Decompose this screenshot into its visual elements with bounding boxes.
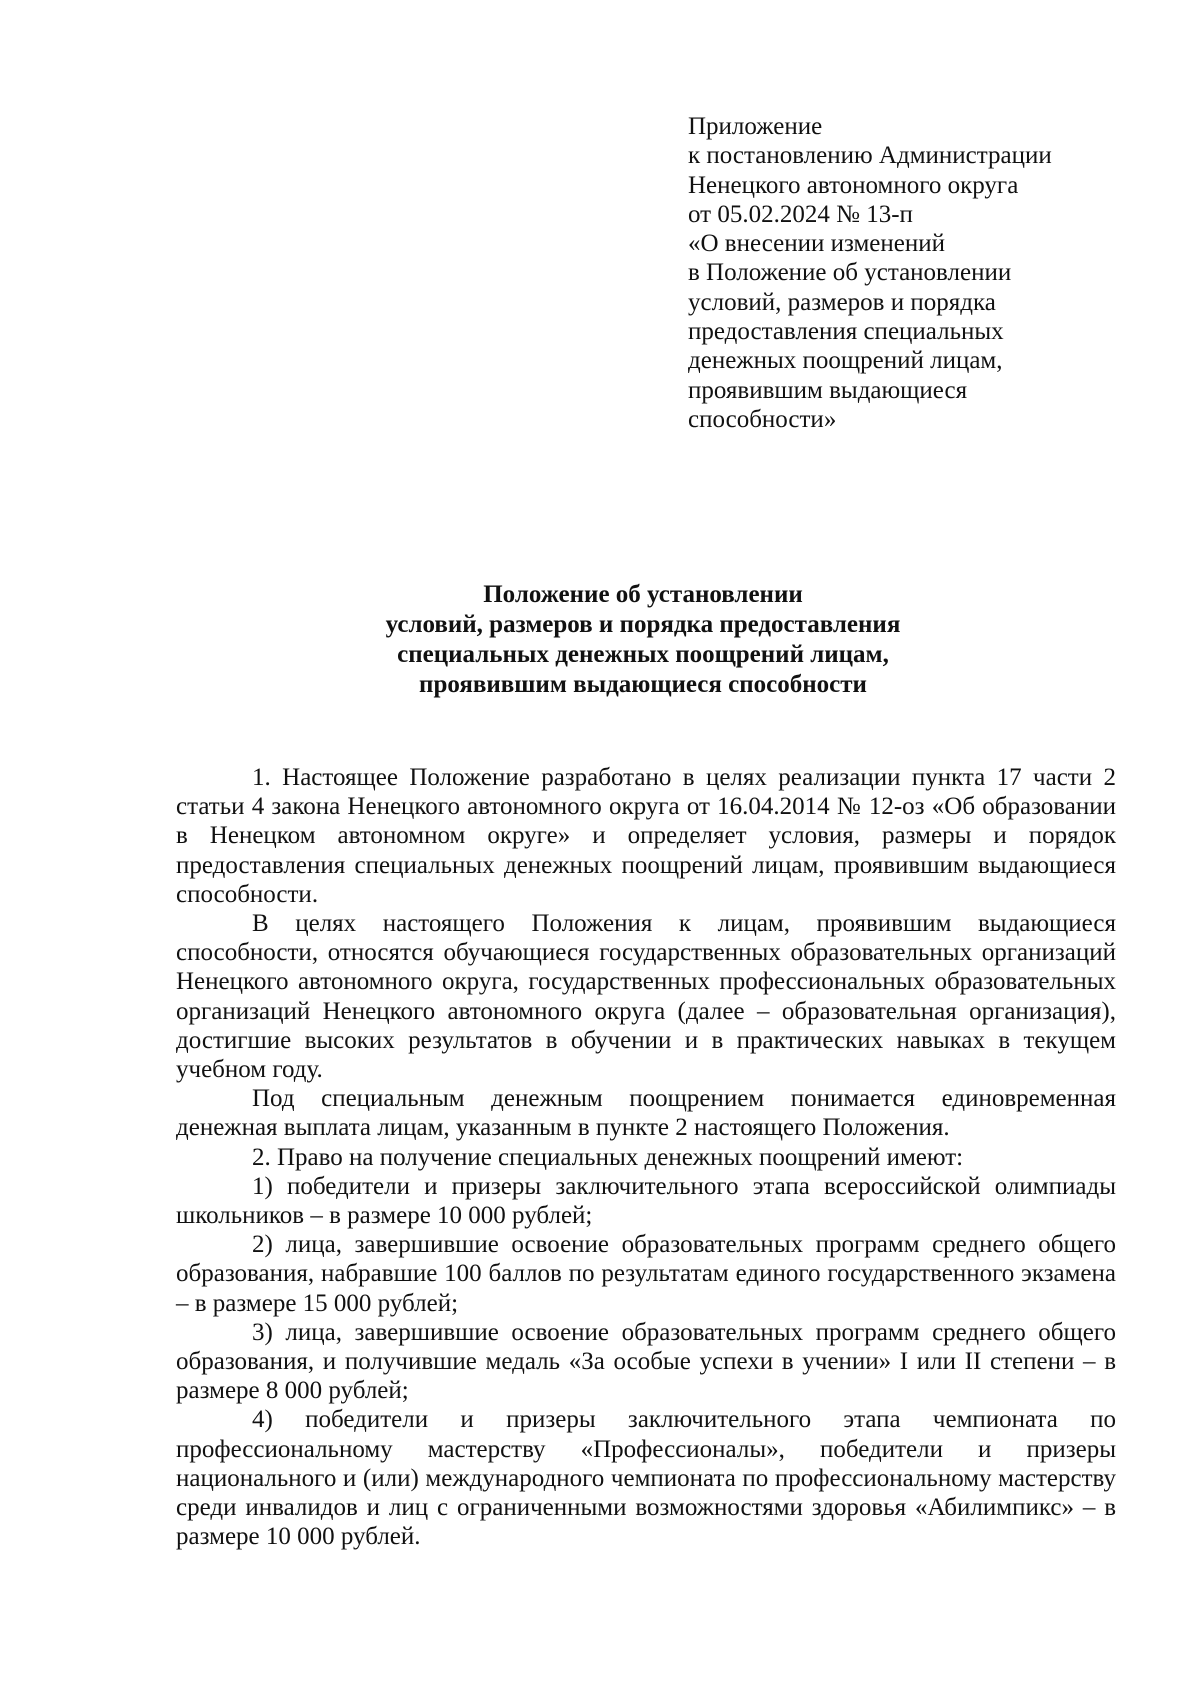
appendix-line: предоставления специальных: [688, 318, 1004, 346]
title-line: условий, размеров и порядка предоставления: [385, 611, 901, 638]
paragraph-purpose: 1. Настоящее Положение разработано в целях реализации пункта 17 части 2 статьи 4 закона Ненецкого автономного округа от 16.04.2014 № 12-оз «Об образовании в Ненецком автономном округе» и определяет условия, размеры и порядок предоставления специальных денежных поощрений лицам, проявившим выдающиеся способности.: [176, 764, 1116, 908]
list-item-championship: 4) победители и призеры заключительного этапа чемпионата по профессиональному мастерству «Профессионалы», победители и призеры национального и (или) международного чемпионата по профессиональному мастерству среди инвалидов и лиц с ограниченными возможностями здоровья «Абилимпикс» – в размере 10 000 рублей.: [176, 1406, 1116, 1551]
paragraph-eligibility: 2. Право на получение специальных денежных поощрений имеют:: [252, 1143, 964, 1171]
appendix-line: способности»: [688, 405, 837, 433]
document-title: [170, 580, 1116, 700]
document-body: [176, 763, 1116, 1551]
appendix-line: в Положение об установлении: [688, 259, 1012, 287]
appendix-line: к постановлению Администрации: [688, 142, 1052, 170]
appendix-line: Ненецкого автономного округа: [688, 171, 1019, 199]
paragraph-definition: В целях настоящего Положения к лицам, проявившим выдающиеся способности, относятся обучающиеся государственных образовательных организаций Ненецкого автономного округа, государственных профессиональных образовательных организаций Ненецкого автономного округа (далее – образовательная организация), достигшие высоких результатов в обучении и в практических навыках в текущем учебном году.: [176, 910, 1116, 1084]
appendix-line: «О внесении изменений: [688, 230, 946, 258]
appendix-line: проявившим выдающиеся: [688, 376, 968, 404]
list-item-medal: 3) лица, завершившие освоение образовательных программ среднего общего образования, и получившие медаль «За особые успехи в учении» I или II степени – в размере 8 000 рублей;: [176, 1318, 1116, 1405]
appendix-header: [688, 112, 1188, 434]
list-item-exam: 2) лица, завершившие освоение образовательных программ среднего общего образования, набравшие 100 баллов по результатам единого государственного экзамена – в размере 15 000 рублей;: [176, 1231, 1116, 1317]
list-item-olympiad: 1) победители и призеры заключительного этапа всероссийской олимпиады школьников – в размере 10 000 рублей;: [176, 1172, 1116, 1230]
appendix-line: денежных поощрений лицам,: [688, 347, 1003, 375]
appendix-line: условий, размеров и порядка: [688, 288, 996, 316]
title-line: специальных денежных поощрений лицам,: [397, 641, 889, 668]
appendix-line: Приложение: [688, 113, 823, 140]
title-line: Положение об установлении: [483, 581, 803, 608]
title-line: проявившим выдающиеся способности: [419, 671, 867, 698]
appendix-line: от 05.02.2024 № 13-п: [688, 200, 913, 228]
paragraph-reward-definition: Под специальным денежным поощрением понимается единовременная денежная выплата лицам, указанным в пункте 2 настоящего Положения.: [176, 1085, 1116, 1142]
